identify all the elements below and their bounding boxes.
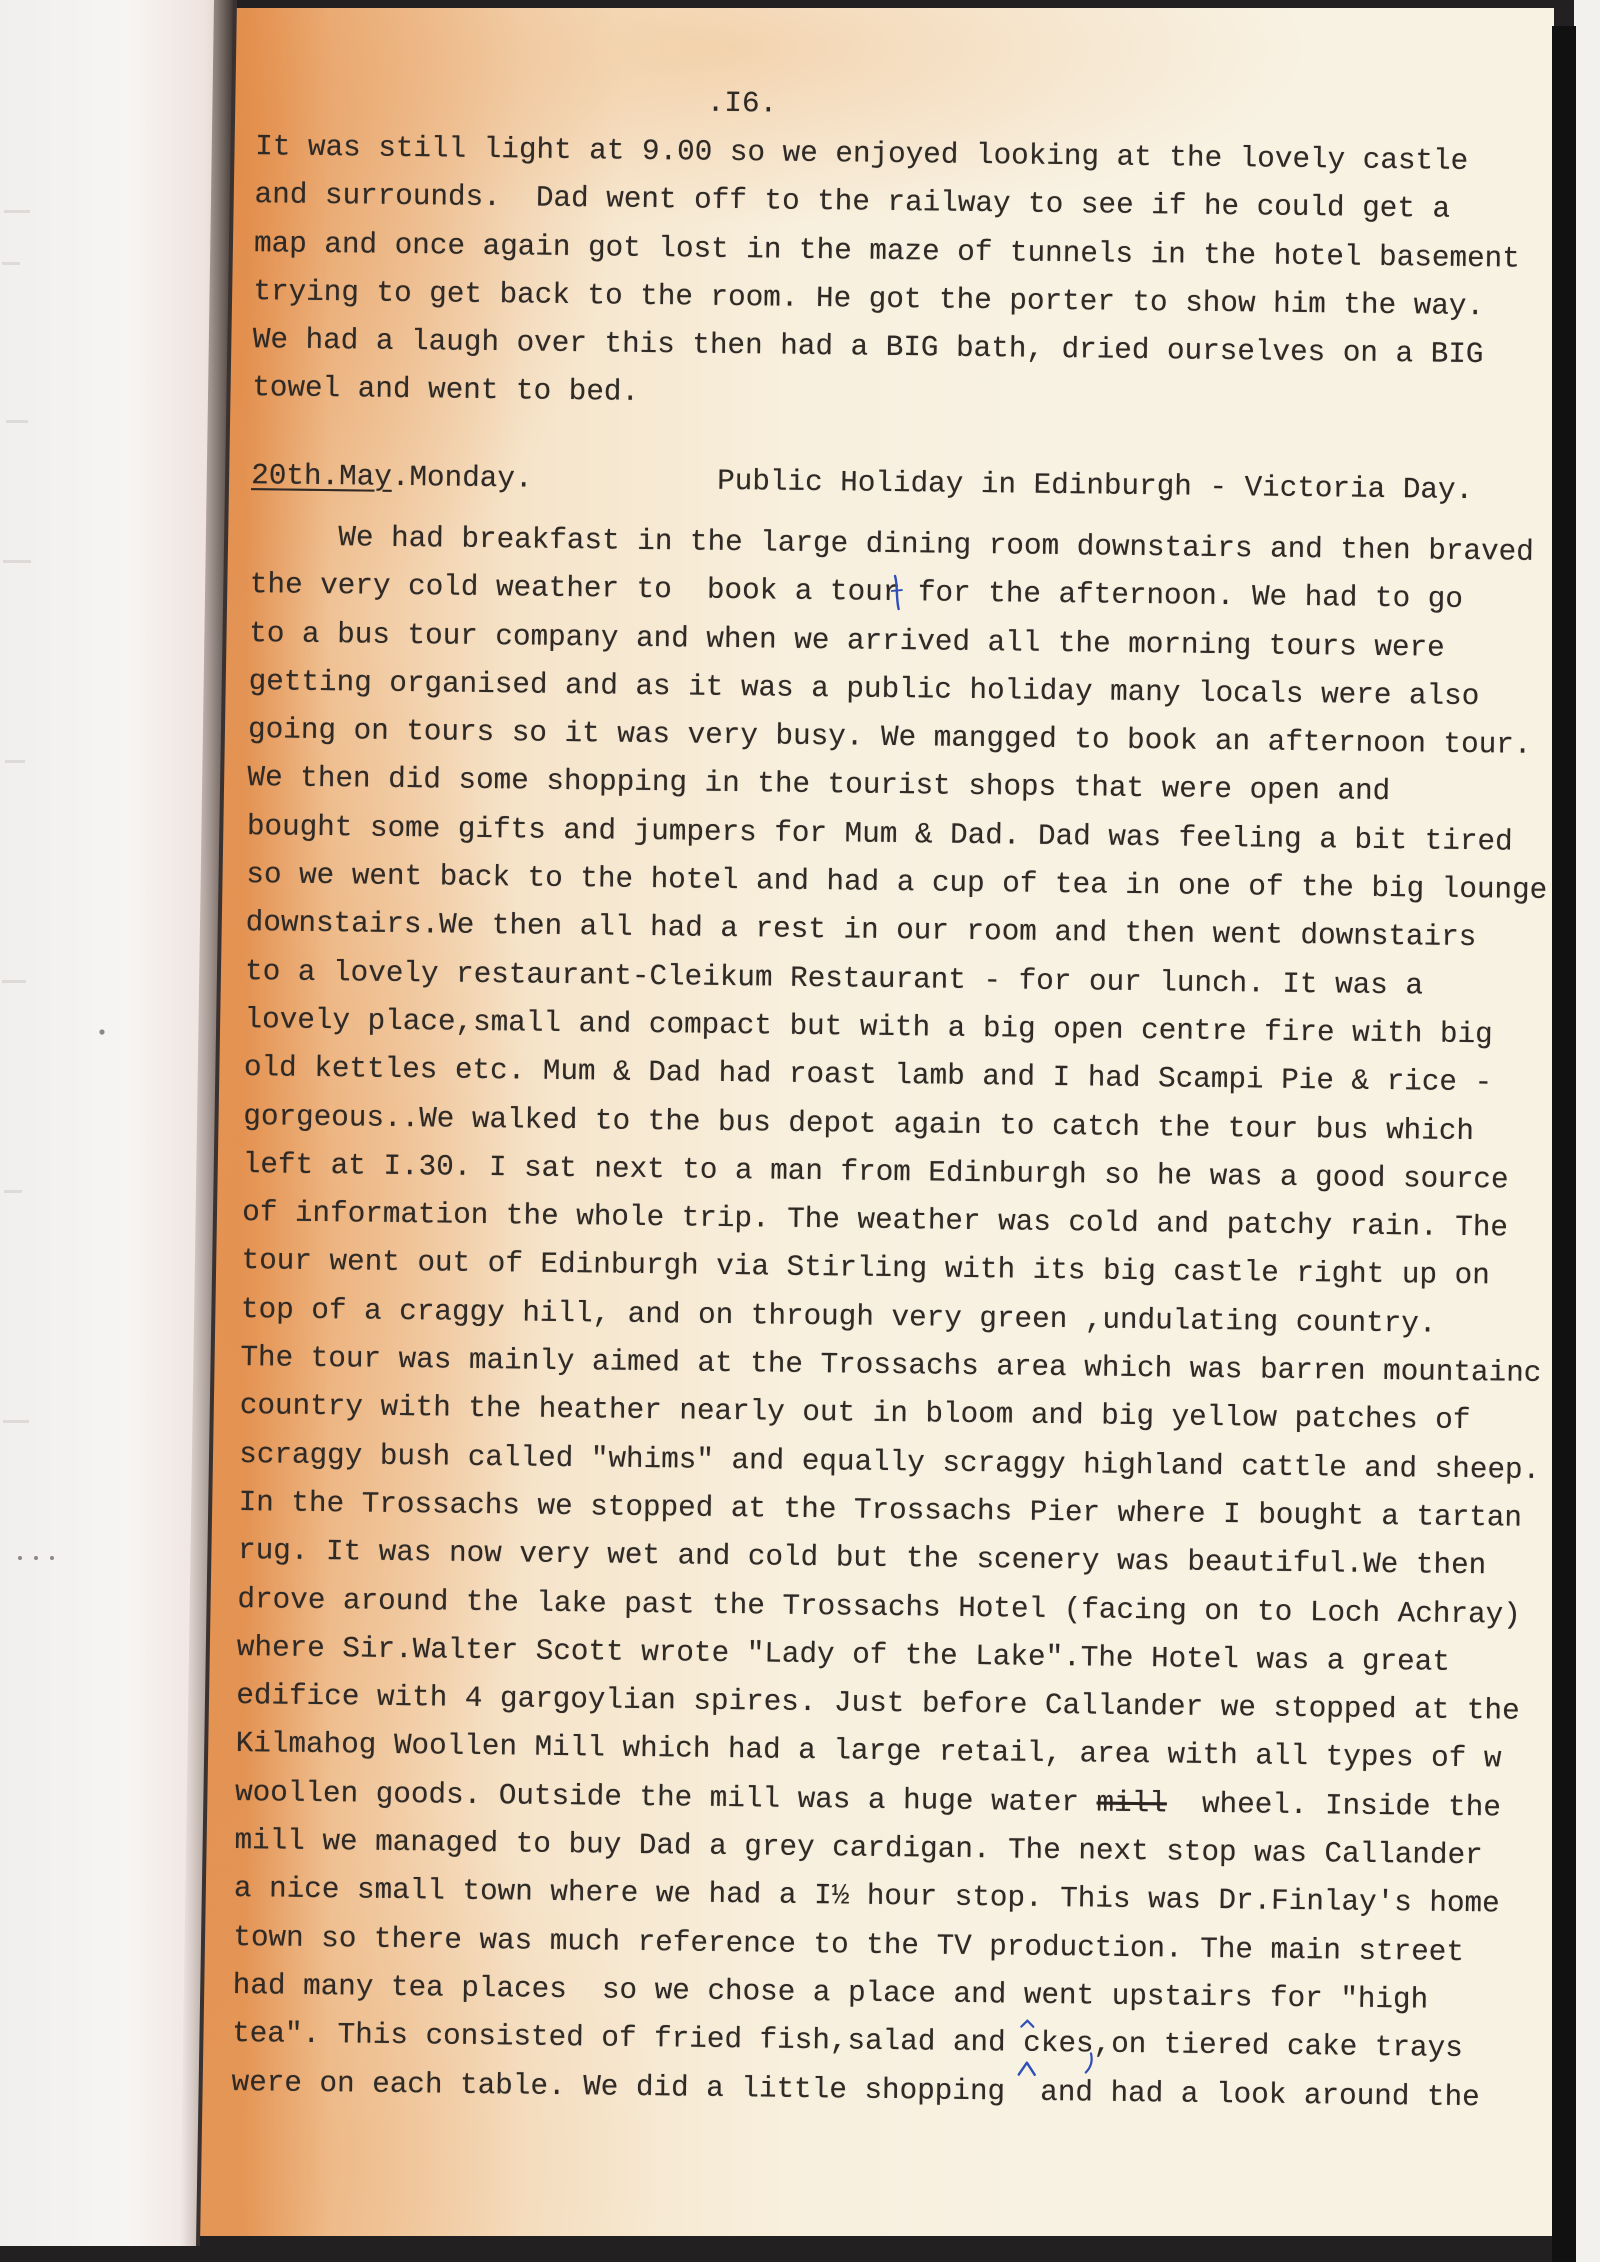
intro-paragraph: [252, 123, 1554, 429]
typed-line: town so there was much reference to the TV production. The main street: [233, 1920, 1465, 1969]
typed-line: It was still light at 9.00 so we enjoyed looking at the lovely castle: [255, 130, 1469, 178]
entry-date: 20th.May: [251, 459, 393, 494]
typed-line: Kilmahog Woollen Mill which had a large retail, area with all types of w: [235, 1727, 1502, 1776]
typed-line: country with the heather nearly out in bloom and big yellow patches of: [239, 1389, 1471, 1438]
typed-line: We then did some shopping in the tourist shops that were open and: [247, 761, 1391, 809]
typed-line: towel and went to bed.: [252, 371, 640, 410]
typed-line: We had a laugh over this then had a BIG bath, dried ourselves on a BIG: [252, 323, 1484, 372]
typed-line: where Sir.Walter Scott wrote "Lady of the Lake".The Hotel was a great: [236, 1630, 1451, 1679]
book-cover-edge: [1552, 26, 1576, 2262]
previous-page-edge: [0, 0, 260, 2262]
typed-line: so we went back to the hotel and had a cup of tea in one of the big lounge: [246, 858, 1548, 908]
handwritten-insertion-caret: [1015, 2023, 1046, 2083]
struck-out-word: mill: [1096, 1786, 1168, 1821]
typed-line: gorgeous..We walked to the bus depot again to catch the tour bus which: [243, 1099, 1475, 1148]
handwritten-comma-mark: [1083, 2049, 1097, 2075]
typed-line: had many tea places so we chose a place and went upstairs for "high: [232, 1968, 1429, 2017]
typed-line: In the Trossachs we stopped at the Trossachs Pier where I bought a tartan: [238, 1485, 1523, 1535]
typed-line: map and once again got lost in the maze of tunnels in the hotel basement: [253, 226, 1520, 276]
typed-line: going on tours so it was very busy. We mangged to book an afternoon tour.: [247, 713, 1532, 762]
scanner-background: [1574, 0, 1600, 2262]
typed-line: rug. It was now very wet and cold but the scenery was beautiful.We then: [237, 1534, 1487, 1583]
typed-line: tea". This consisted of fried fish,salad and ckes,on tiered cake trays: [231, 2017, 1463, 2066]
typed-line: top of a craggy hill, and on through very green ,undulating country.: [240, 1292, 1437, 1341]
typed-line: to a bus tour company and when we arrived all the morning tours were: [249, 616, 1445, 665]
page-number: .I6.: [706, 86, 778, 121]
typed-line: of information the whole trip. The weather was cold and patchy rain. The: [242, 1196, 1509, 1245]
entry-heading: [251, 452, 1554, 516]
typed-line: to a lovely restaurant-Cleikum Restaurant - for our lunch. It was a: [244, 954, 1424, 1003]
typed-line: getting organised and as it was a public holiday many locals were also: [248, 664, 1480, 714]
typed-line: old kettles etc. Mum & Dad had roast lamb and I had Scampi Pie & rice -: [243, 1051, 1493, 1100]
typed-line: lovely place,small and compact but with a big open centre fire with big: [244, 1003, 1493, 1052]
line-segment: wheel. Inside the: [1166, 1787, 1502, 1825]
typed-line: downstairs.We then all had a rest in our room and then went downstairs: [245, 906, 1477, 955]
typed-line: left at I.30. I sat next to a man from Edinburgh so he was a good source: [242, 1147, 1509, 1197]
typed-line: the very cold weather to book a tour for the afternoon. We had to go: [249, 568, 1464, 617]
handwritten-correction-mark: [889, 573, 908, 615]
typed-line: trying to get back to the room. He got the porter to show him the way.: [253, 275, 1485, 324]
typed-line: The tour was mainly aimed at the Trossachs area which was barren mountainc: [240, 1341, 1542, 1390]
typed-line: We had breakfast in the large dining room downstairs and then braved: [250, 520, 1534, 569]
typed-line: scraggy bush called "whims" and equally scraggy highland cattle and sheep.: [239, 1437, 1541, 1487]
line-segment: woollen goods. Outside the mill was a huge water: [234, 1775, 1097, 1820]
entry-body: [231, 513, 1554, 2123]
typed-line: drove around the lake past the Trossachs Hotel (facing on to Loch Achray): [237, 1582, 1522, 1632]
entry-note: Public Holiday in Edinburgh - Victoria Day.: [716, 464, 1474, 508]
typed-line: and surrounds. Dad went off to the railway to see if he could get a: [254, 178, 1451, 227]
typed-line: a nice small town where we had a I½ hour stop. This was Dr.Finlay's home: [233, 1872, 1500, 1921]
typed-line: edifice with 4 gargoylian spires. Just before Callander we stopped at the: [236, 1679, 1520, 1728]
typed-line: were on each table. We did a little shopping and had a look around the: [231, 2065, 1480, 2114]
typed-line: bought some gifts and jumpers for Mum & Dad. Dad was feeling a bit tired: [246, 809, 1513, 859]
entry-day: .Monday.: [391, 460, 533, 496]
typed-line: tour went out of Edinburgh via Stirling with its big castle right up on: [241, 1244, 1490, 1293]
typed-line: mill we managed to buy Dad a grey cardigan. The next stop was Callander: [234, 1824, 1483, 1873]
